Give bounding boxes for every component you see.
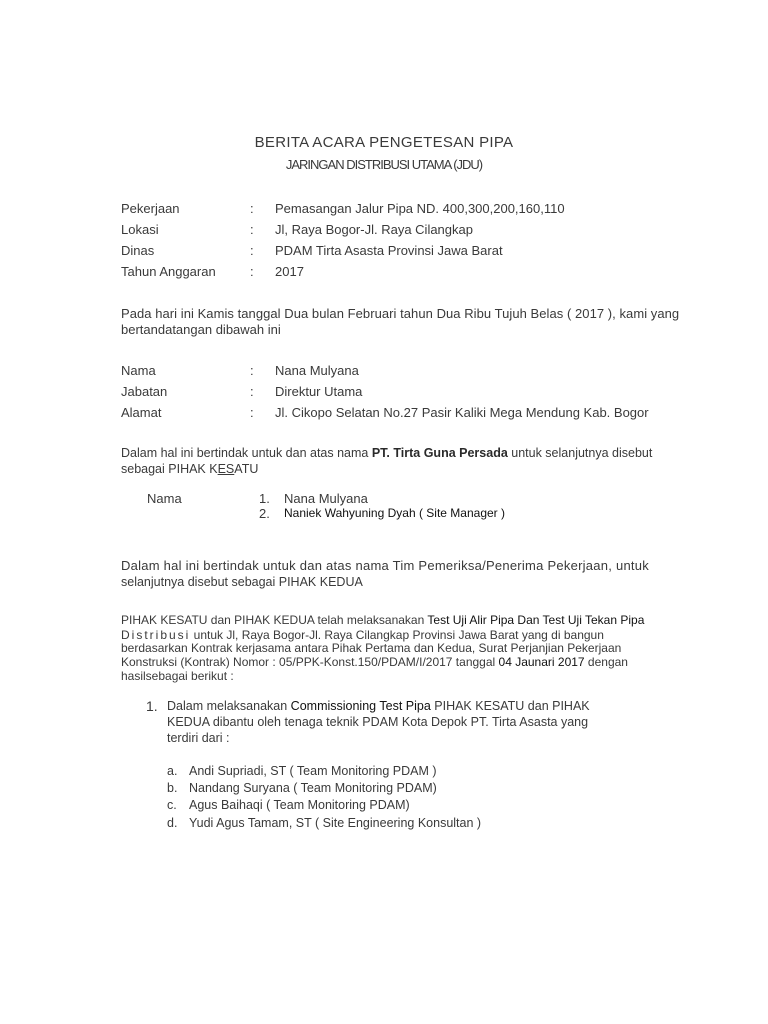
- names-item: Nana Mulyana: [284, 491, 368, 506]
- pihak-kesatu-text: Dalam hal ini bertindak untuk dan atas nama: [121, 446, 372, 460]
- person-separator: :: [250, 384, 254, 399]
- agreement-text: untuk Jl, Raya Bogor-Jl. Raya Cilangkap Provinsi Jawa Barat yang di bangun: [190, 628, 604, 642]
- agreement-text: dan: [207, 613, 235, 627]
- document-subtitle: JARINGAN DISTRIBUSI UTAMA (JDU): [285, 157, 483, 172]
- test-name: Test Uji Alir Pipa Dan Test Uji Tekan Pipa: [427, 613, 645, 627]
- pihak-kesatu-line-1: [121, 446, 652, 460]
- agreement-text: dengan: [584, 655, 628, 669]
- info-separator: :: [250, 222, 254, 237]
- person-value: Jl. Cikopo Selatan No.27 Pasir Kaliki Mega Mendung Kab. Bogor: [275, 405, 649, 420]
- names-label: Nama: [147, 491, 182, 506]
- info-label: Dinas: [121, 243, 155, 258]
- info-value: Pemasangan Jalur Pipa ND. 400,300,200,160,110: [275, 201, 565, 216]
- pihak-kesatu-text: sebagai PIHAK K: [121, 462, 218, 476]
- agreement-line-3: berdasarkan Kontrak kerjasama antara Pihak Pertama dan Kedua, Surat Perjanjian Pekerjaan: [121, 641, 622, 655]
- section-line-1: [167, 699, 590, 713]
- list-letter: b.: [167, 781, 178, 795]
- names-number: 2.: [259, 506, 270, 521]
- info-value: Jl, Raya Bogor-Jl. Raya Cilangkap: [275, 222, 473, 237]
- info-label: Pekerjaan: [121, 201, 180, 216]
- agreement-text: Konstruksi (Kontrak) Nomor : 05/PPK-Konst.150/PDAM/I/2017 tanggal: [121, 655, 499, 669]
- person-value: Direktur Utama: [275, 384, 363, 399]
- pihak-kedua-ref: PIHAK KEDUA: [234, 613, 315, 627]
- names-number: 1.: [259, 491, 270, 506]
- info-value: 2017: [275, 264, 304, 279]
- pihak-kedua-line-1: Dalam hal ini bertindak untuk dan atas nama Tim Pemeriksa/Penerima Pekerjaan, untuk: [121, 558, 650, 573]
- section-text: Dalam melaksanakan: [167, 699, 291, 713]
- section-line-2: KEDUA dibantu oleh tenaga teknik PDAM Kota Depok PT. Tirta Asasta yang: [167, 715, 589, 729]
- agreement-line-4: [121, 655, 628, 669]
- document-title: BERITA ACARA PENGETESAN PIPA: [254, 134, 514, 151]
- person-label: Jabatan: [121, 384, 168, 399]
- section-text: PIHAK KESATU dan PIHAK: [430, 699, 590, 713]
- intro-line-2: bertandatangan dibawah ini: [121, 322, 281, 337]
- list-item: Yudi Agus Tamam, ST ( Site Engineering Konsultan ): [189, 816, 482, 830]
- person-label: Alamat: [121, 405, 162, 420]
- pihak-kesatu-text: ATU: [234, 462, 259, 476]
- section-number: 1.: [146, 698, 158, 714]
- info-separator: :: [250, 264, 254, 279]
- list-letter: c.: [167, 798, 177, 812]
- list-letter: d.: [167, 816, 178, 830]
- person-label: Nama: [121, 363, 156, 378]
- names-item: Naniek Wahyuning Dyah ( Site Manager ): [284, 506, 505, 520]
- person-separator: :: [250, 363, 254, 378]
- pihak-kesatu-text: untuk selanjutnya disebut: [507, 446, 653, 460]
- pihak-kedua-line-2: selanjutnya disebut sebagai PIHAK KEDUA: [121, 575, 363, 589]
- commissioning-label: Commissioning Test Pipa: [290, 699, 431, 713]
- list-item: Agus Baihaqi ( Team Monitoring PDAM): [189, 798, 410, 812]
- info-separator: :: [250, 243, 254, 258]
- person-value: Nana Mulyana: [275, 363, 359, 378]
- pihak-kesatu-underlined: ES: [217, 462, 235, 476]
- info-value: PDAM Tirta Asasta Provinsi Jawa Barat: [275, 243, 503, 258]
- intro-line-1: Pada hari ini Kamis tanggal Dua bulan Februari tahun Dua Ribu Tujuh Belas ( 2017 ), kami yang: [121, 306, 680, 321]
- list-item: Nandang Suryana ( Team Monitoring PDAM): [189, 781, 437, 795]
- person-separator: :: [250, 405, 254, 420]
- agreement-text: telah melaksanakan: [314, 613, 428, 627]
- list-item: Andi Supriadi, ST ( Team Monitoring PDAM ): [189, 764, 437, 778]
- info-label: Lokasi: [121, 222, 159, 237]
- agreement-line-5: hasilsebagai berikut :: [121, 669, 234, 683]
- section-line-3: terdiri dari :: [167, 731, 230, 745]
- list-letter: a.: [167, 764, 178, 778]
- pihak-kesatu-ref: PIHAK KESATU: [121, 613, 208, 627]
- pihak-kesatu-line-2: [121, 462, 258, 476]
- agreement-text: Distribusi: [121, 628, 191, 642]
- agreement-line-2: [121, 628, 604, 642]
- agreement-line-1: [121, 613, 644, 627]
- info-separator: :: [250, 201, 254, 216]
- company-name: PT. Tirta Guna Persada: [371, 446, 508, 460]
- contract-date: 04 Jaunari 2017: [498, 655, 585, 669]
- info-label: Tahun Anggaran: [121, 264, 216, 279]
